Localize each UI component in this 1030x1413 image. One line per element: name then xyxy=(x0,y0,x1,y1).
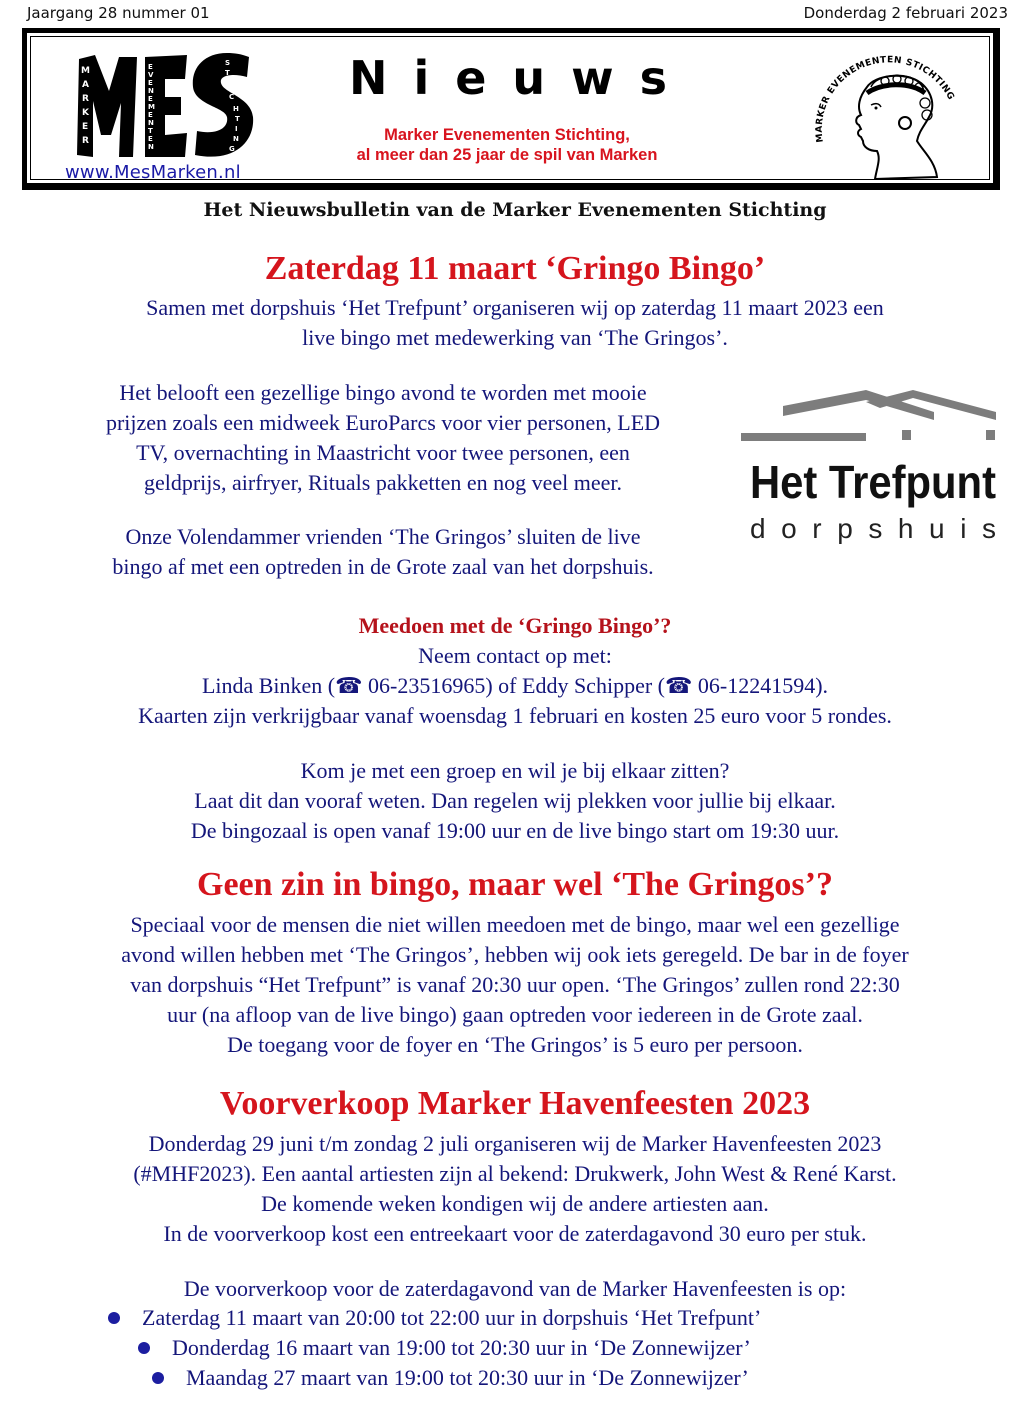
text-line: bingo af met een optreden in de Grote zaal van het dorpshuis. xyxy=(112,554,654,579)
text-line: van dorpshuis “Het Trefpunt” is vanaf 20:30 uur open. ‘The Gringos’ zullen rond 22:30 xyxy=(130,972,900,997)
text-line: Onze Volendammer vrienden ‘The Gringos’ sluiten de live xyxy=(125,524,641,549)
svg-text:N: N xyxy=(148,119,154,127)
text-line: De voorverkoop voor de zaterdagavond van de Marker Havenfeesten is op: xyxy=(183,1276,847,1301)
text-line: Donderdag 29 juni t/m zondag 2 juli organiseren wij de Marker Havenfeesten 2023 xyxy=(148,1131,882,1156)
list-item-text: Donderdag 16 maart van 19:00 tot 20:30 uur in ‘De Zonnewijzer’ xyxy=(172,1335,751,1360)
text-line: Kaarten zijn verkrijgbaar vanaf woensdag 1 februari en kosten 25 euro voor 5 rondes. xyxy=(138,703,892,728)
svg-text:I: I xyxy=(227,79,230,87)
text-line: geldprijs, airfryer, Rituals pakketten en nog veel meer. xyxy=(143,470,623,495)
svg-text:dorpshuis: dorpshuis xyxy=(750,513,996,544)
issue-date: Donderdag 2 februari 2023 xyxy=(803,4,1008,22)
svg-text:T: T xyxy=(148,127,153,135)
svg-text:R: R xyxy=(82,136,89,146)
svg-text:E: E xyxy=(148,135,153,143)
bullet-icon xyxy=(108,1312,120,1324)
section-heading-gringo-bingo: Zaterdag 11 maart ‘Gringo Bingo’ xyxy=(264,250,766,287)
prizes-paragraph xyxy=(28,378,738,498)
svg-text:G: G xyxy=(229,145,235,153)
text-line: De toegang voor de foyer en ‘The Gringos’ is 5 euro per persoon. xyxy=(227,1032,803,1057)
svg-text:E: E xyxy=(148,95,153,103)
contact-line: Linda Binken (☎ 06-23516965) of Eddy Schipper (☎ 06-12241594). xyxy=(201,673,829,698)
text-line: De bingozaal is open vanaf 19:00 uur en de live bingo start om 19:30 uur. xyxy=(190,818,840,843)
svg-text:E: E xyxy=(148,79,153,87)
svg-text:R: R xyxy=(82,94,89,104)
signup-block xyxy=(0,611,1030,731)
text-line: prijzen zoals een midweek EuroParcs voor vier personen, LED xyxy=(105,410,661,435)
gringos-only-paragraph xyxy=(0,910,1030,1060)
svg-text:M: M xyxy=(81,66,90,76)
svg-text:N: N xyxy=(148,87,154,95)
text-line: uur (na afloop van de live bingo) gaan optreden voor iedereen in de Grote zaal. xyxy=(167,1002,863,1027)
svg-text:S: S xyxy=(225,59,231,67)
text-line: In de voorverkoop kost een entreekaart voor de zaterdagavond 30 euro per stuk. xyxy=(163,1221,867,1246)
svg-text:I: I xyxy=(235,125,238,133)
issue-number: Jaargang 28 nummer 01 xyxy=(27,4,210,22)
text-line: Speciaal voor de mensen die niet willen meedoen met de bingo, maar wel een gezellige xyxy=(130,912,900,937)
svg-text:K: K xyxy=(82,108,89,118)
text-line: De komende weken kondigen wij de andere artiesten aan. xyxy=(261,1191,769,1216)
gringo-bingo-intro xyxy=(0,293,1030,353)
svg-text:N: N xyxy=(233,135,239,143)
newsletter-subtitle: Het Nieuwsbulletin van de Marker Evenementen Stichting xyxy=(203,199,827,221)
svg-text:N: N xyxy=(148,143,154,151)
text-line: (#MHF2023). Een aantal artiesten zijn al bekend: Drukwerk, John West & René Karst. xyxy=(133,1161,897,1186)
section-heading-gringos: Geen zin in bingo, maar wel ‘The Gringos’? xyxy=(197,866,833,903)
svg-text:MARKER EVENEMENTEN STICHTING: MARKER EVENEMENTEN STICHTING xyxy=(814,55,956,143)
bullet-icon xyxy=(152,1372,164,1384)
text-line: Laat dit dan vooraf weten. Dan regelen wij plekken voor jullie bij elkaar. xyxy=(194,788,836,813)
list-item xyxy=(138,1333,751,1363)
bullet-icon xyxy=(138,1342,150,1354)
masthead xyxy=(22,28,1000,190)
marker-woman-medallion-icon xyxy=(805,47,965,187)
list-item-text: Zaterdag 11 maart van 20:00 tot 22:00 uur in dorpshuis ‘Het Trefpunt’ xyxy=(142,1305,762,1330)
svg-text:H: H xyxy=(233,105,239,113)
website-url[interactable]: www.MesMarken.nl xyxy=(65,162,241,183)
list-item xyxy=(152,1363,749,1393)
havenfeesten-paragraph xyxy=(0,1129,1030,1249)
svg-text:A: A xyxy=(82,80,89,90)
svg-text:E: E xyxy=(82,122,89,132)
text-line: avond willen hebben met ‘The Gringos’, hebben wij ook iets geregeld. De bar in de foyer xyxy=(121,942,909,967)
svg-text:M: M xyxy=(148,103,155,111)
svg-text:T: T xyxy=(225,69,230,77)
svg-text:E: E xyxy=(148,63,153,71)
text-line: Het belooft een gezellige bingo avond te worden met mooie xyxy=(119,380,647,405)
text-line: TV, overnachting in Maastricht voor twee personen, een xyxy=(136,440,630,465)
text-line: Kom je met een groep en wil je bij elkaar zitten? xyxy=(300,758,730,783)
svg-text:Het Trefpunt: Het Trefpunt xyxy=(750,456,996,508)
text-line: live bingo met medewerking van ‘The Gringos’. xyxy=(302,325,728,350)
tagline-line-2: al meer dan 25 jaar de spil van Marken xyxy=(356,146,658,164)
gringos-paragraph xyxy=(28,522,738,582)
svg-text:E: E xyxy=(148,111,153,119)
list-item xyxy=(108,1303,761,1333)
tagline-line-1: Marker Evenementen Stichting, xyxy=(384,126,630,144)
svg-text:C: C xyxy=(229,93,235,101)
section-heading-havenfeesten: Voorverkoop Marker Havenfeesten 2023 xyxy=(219,1085,811,1122)
group-seating-block xyxy=(0,756,1030,846)
list-item-text: Maandag 27 maart van 19:00 tot 20:30 uur in ‘De Zonnewijzer’ xyxy=(186,1365,749,1390)
text-line: Samen met dorpshuis ‘Het Trefpunt’ organiseren wij op zaterdag 11 maart 2023 een xyxy=(146,295,884,320)
signup-heading: Meedoen met de ‘Gringo Bingo’? xyxy=(358,613,672,638)
het-trefpunt-logo-icon xyxy=(738,390,1000,550)
svg-text:T: T xyxy=(235,115,240,123)
svg-text:V: V xyxy=(148,71,154,79)
newsletter-title: Nieuws xyxy=(348,51,694,105)
text-line: Neem contact op met: xyxy=(418,643,612,668)
presale-intro xyxy=(0,1274,1030,1304)
